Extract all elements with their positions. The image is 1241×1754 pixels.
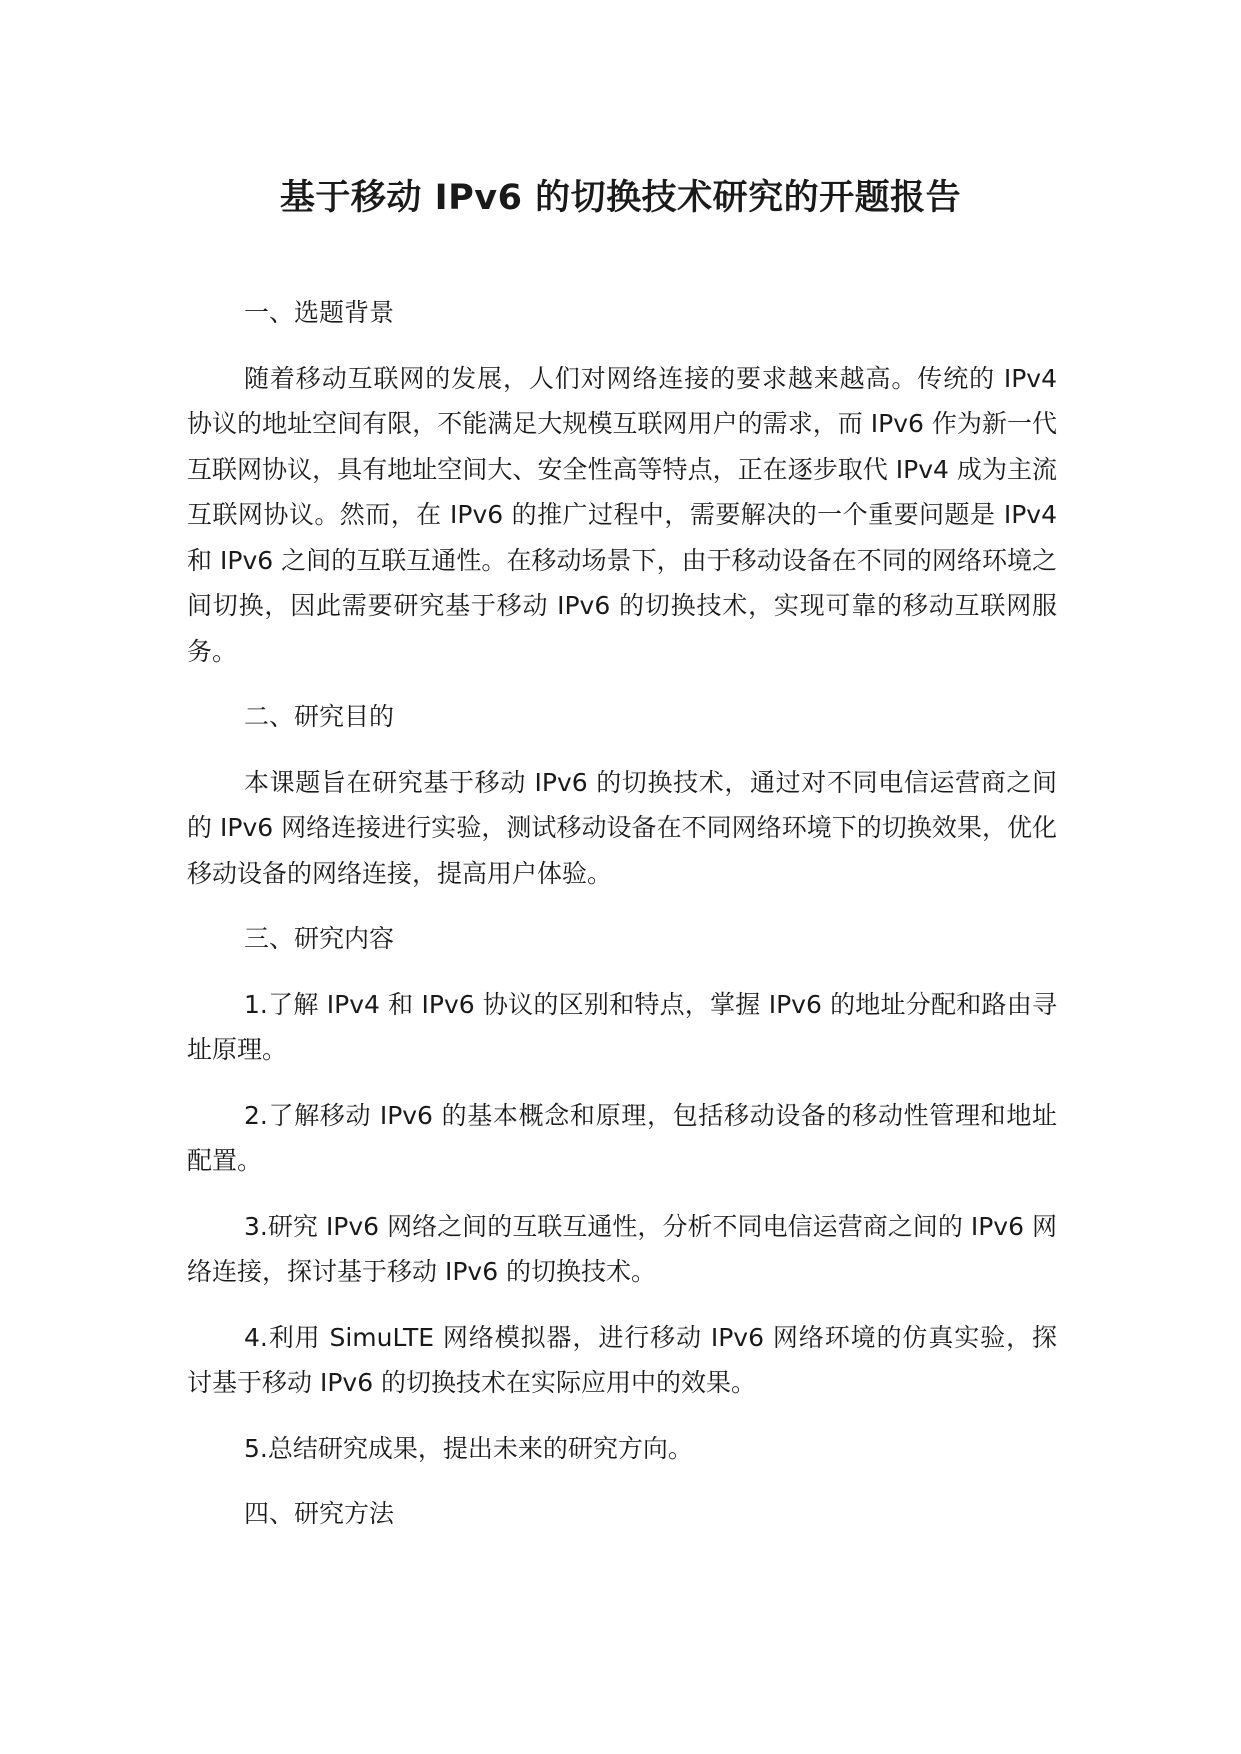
content-item-4: 4.利用 SimuLTE 网络模拟器，进行移动 IPv6 网络环境的仿真实验，探讨基于移动 IPv6 的切换技术在实际应用中的效果。 [187,1322,1057,1397]
content-item-5: 5.总结研究成果，提出未来的研究方向。 [244,1433,693,1463]
content-item-1: 1.了解 IPv4 和 IPv6 协议的区别和特点，掌握 IPv6 的地址分配和路由寻址原理。 [187,989,1057,1064]
content-item-3: 3.研究 IPv6 网络之间的互联互通性，分析不同电信运营商之间的 IPv6 网络连接，探讨基于移动 IPv6 的切换技术。 [187,1211,1057,1286]
section-heading-content: 三、研究内容 [244,924,395,953]
section-heading-method: 四、研究方法 [244,1499,395,1528]
document-title: 基于移动 IPv6 的切换技术研究的开题报告 [279,178,962,218]
content-item-2: 2.了解移动 IPv6 的基本概念和原理，包括移动设备的移动性管理和地址配置。 [187,1100,1057,1175]
section-heading-background: 一、选题背景 [244,298,395,327]
background-paragraph: 随着移动互联网的发展，人们对网络连接的要求越来越高。传统的 IPv4 协议的地址空间有限，不能满足大规模互联网用户的需求，而 IPv6 作为新一代互联网协议，具有地址空间大、安全性高等特点，正在逐步取代 IPv4 成为主流互联网协议。然而，在 IPv6 的推广过程中，需要解决的一个重要问题是 IPv4 和 IPv6 之间的互联互通性。在移动场景下，由于移动设备在不同的网络环境之间切换，因此需要研究基于移动 IPv6 的切换技术，实现可靠的移动互联网服务。 [187,363,1057,666]
document-body [187,290,1057,1557]
section-heading-purpose: 二、研究目的 [244,702,395,731]
purpose-paragraph: 本课题旨在研究基于移动 IPv6 的切换技术，通过对不同电信运营商之间的 IPv6 网络连接进行实验，测试移动设备在不同网络环境下的切换效果，优化移动设备的网络连接，提高用户体验。 [187,767,1057,888]
